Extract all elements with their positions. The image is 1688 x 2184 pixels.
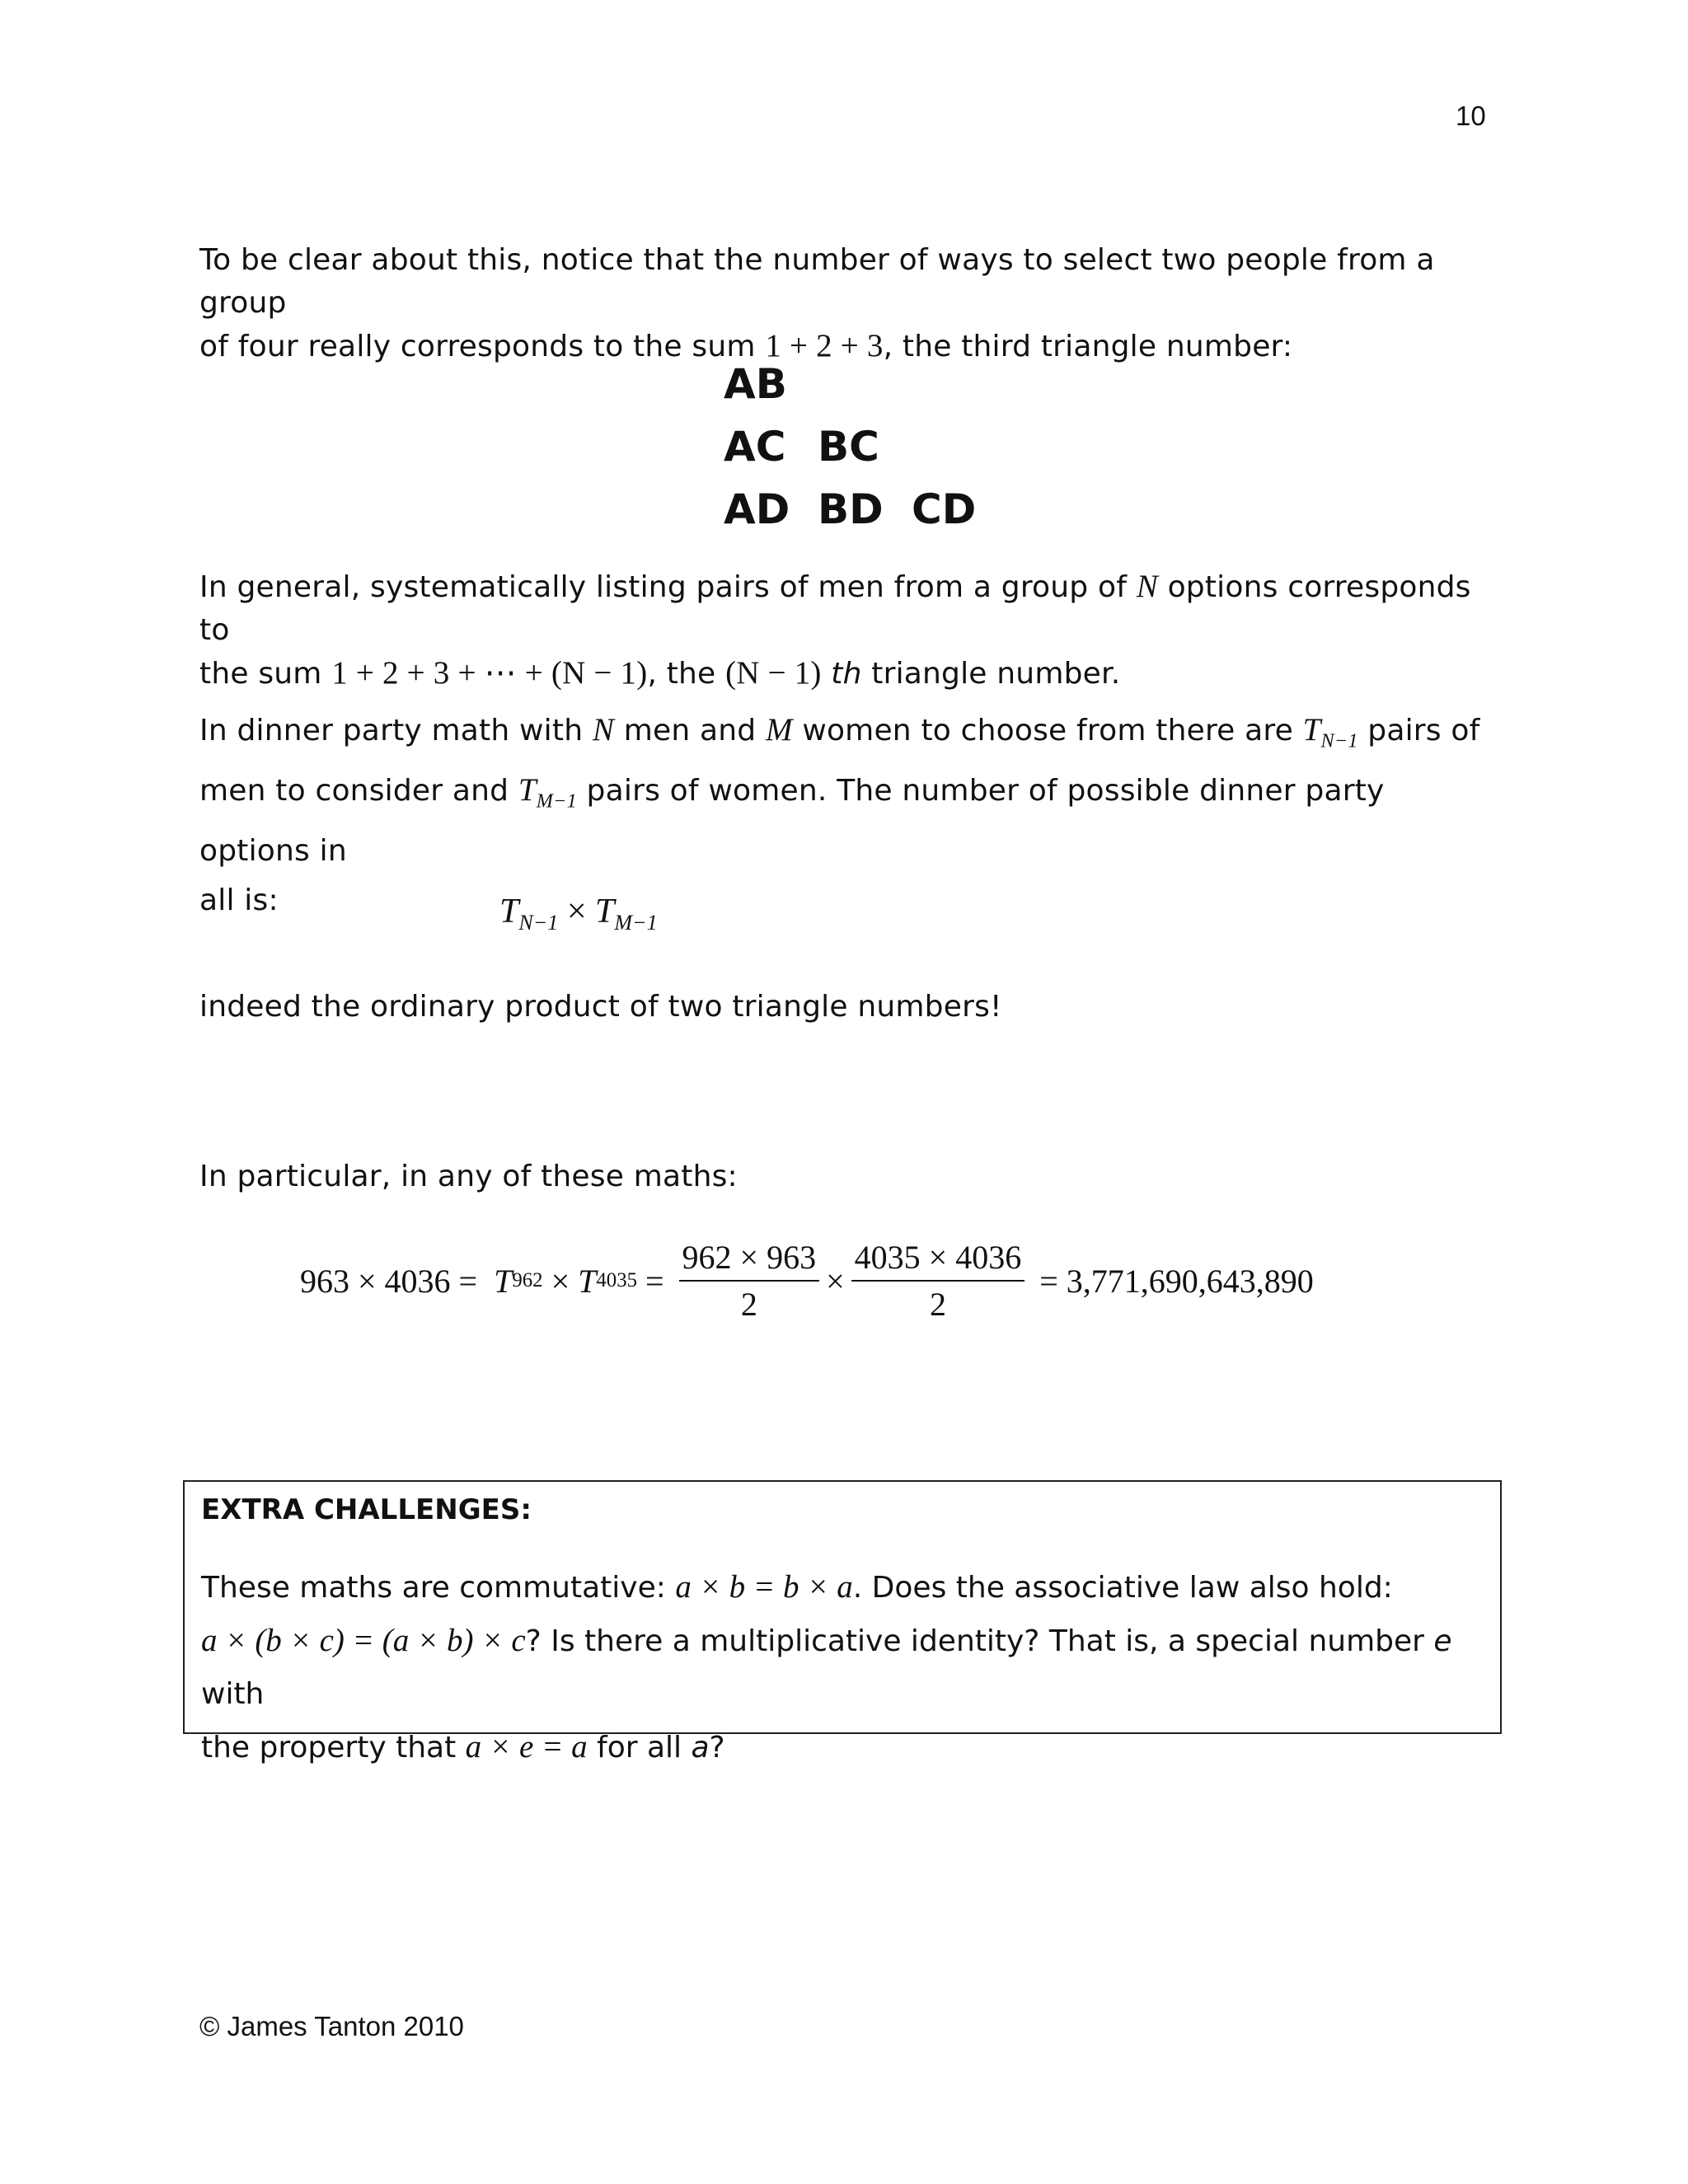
- fraction-1: [679, 1238, 820, 1324]
- challenge-text-part: ?: [709, 1731, 725, 1765]
- T-symbol: T: [595, 893, 615, 930]
- T-subscript: M−1: [536, 790, 577, 813]
- equation-result: = 3,771,690,643,890: [1039, 1262, 1314, 1300]
- paragraph-conclusion: indeed the ordinary product of two triangle numbers!: [199, 990, 1002, 1024]
- dinner-text: pairs of women. The number of possible dinner party options in: [199, 774, 1385, 868]
- formula-product-triangles: [499, 892, 658, 935]
- general-text: the sum: [199, 657, 332, 691]
- copyright-footer: © James Tanton 2010: [199, 2011, 464, 2041]
- math-N-minus-1: (N − 1): [725, 655, 822, 691]
- T-subscript: M−1: [614, 911, 658, 935]
- intro-line-2a: of four really corresponds to the sum: [199, 330, 766, 363]
- pairs-row-1: [724, 353, 1006, 415]
- intro-line-2b: , the third triangle number:: [883, 330, 1293, 363]
- paragraph-intro: [199, 239, 1485, 368]
- extra-challenges-box: [183, 1480, 1502, 1765]
- paragraph-general: [199, 565, 1485, 696]
- fraction-numerator: 962 × 963: [679, 1238, 820, 1282]
- fraction-denominator: 2: [740, 1286, 757, 1323]
- math-M: M: [765, 712, 793, 748]
- fraction-numerator: 4035 × 4036: [851, 1238, 1025, 1282]
- times-sign: ×: [566, 893, 587, 930]
- pairs-listing: [724, 353, 1006, 541]
- equation-lhs: 963 × 4036 =: [300, 1262, 478, 1300]
- challenge-title: EXTRA CHALLENGES:: [201, 1493, 532, 1526]
- math-e: e: [1433, 1624, 1452, 1658]
- fraction-2: [851, 1238, 1025, 1324]
- paragraph-dinner-party: [199, 705, 1485, 926]
- math-associative: a × (b × c) = (a × b) × c: [201, 1623, 526, 1658]
- pairs-row-3: [724, 478, 1006, 541]
- math-sum-to-N-1: 1 + 2 + 3 + ⋯ + (N − 1): [331, 655, 648, 691]
- challenge-text-part: the property that: [201, 1731, 466, 1765]
- challenge-text-part: with: [201, 1677, 265, 1711]
- dinner-text: all is:: [199, 883, 279, 917]
- challenge-text-part: ? Is there a multiplicative identity? That is, a special number: [525, 1624, 1434, 1658]
- dinner-text: men to consider and: [199, 774, 518, 808]
- pair-cell: AC: [724, 423, 786, 471]
- challenge-text-part: . Does the associative law also hold:: [852, 1571, 1393, 1605]
- math-N: N: [1136, 569, 1158, 604]
- page-number: 10: [1456, 101, 1486, 131]
- T-symbol: T: [518, 772, 537, 808]
- general-text: , the: [647, 657, 726, 691]
- paragraph-particular: In particular, in any of these maths:: [199, 1160, 738, 1193]
- math-T-N-1: [1302, 712, 1358, 752]
- dinner-text: women to choose from there are: [792, 714, 1303, 748]
- math-T-M-1: [518, 772, 577, 813]
- pair-cell: BC: [818, 423, 879, 471]
- pairs-row-2: [724, 415, 1006, 478]
- dinner-text: pairs of: [1357, 714, 1480, 748]
- T-subscript: N−1: [518, 911, 559, 935]
- challenge-text-part: These maths are commutative:: [201, 1571, 676, 1605]
- general-text: triangle number.: [861, 657, 1121, 691]
- math-identity: a × e = a: [465, 1729, 588, 1765]
- T-symbol: T: [499, 893, 519, 930]
- T-subscript: N−1: [1320, 729, 1358, 752]
- T-symbol: T: [494, 1262, 513, 1300]
- intro-line-1: To be clear about this, notice that the number of ways to select two people from a group: [199, 243, 1435, 320]
- general-text: In general, systematically listing pairs of men from a group of: [199, 570, 1137, 604]
- pair-cell: BD: [818, 485, 884, 533]
- equation-example: [300, 1231, 1322, 1330]
- T-subscript: 4035: [596, 1269, 637, 1291]
- T-symbol: T: [578, 1262, 597, 1300]
- pair-cell: CD: [912, 485, 977, 533]
- math-a: a: [691, 1731, 710, 1765]
- sum-1-2-3: 1 + 2 + 3: [765, 328, 884, 363]
- challenge-text-part: for all: [587, 1731, 692, 1765]
- equals-sign: =: [645, 1262, 664, 1300]
- math-commutative: a × b = b × a: [675, 1569, 853, 1605]
- T-symbol: T: [1302, 712, 1321, 748]
- dinner-text: In dinner party math with: [199, 714, 593, 748]
- dinner-text: men and: [614, 714, 766, 748]
- T-subscript: 962: [512, 1269, 543, 1291]
- general-text: options corresponds to: [199, 570, 1471, 647]
- pair-cell: AB: [724, 360, 787, 408]
- math-N: N: [592, 712, 615, 748]
- times-sign: ×: [551, 1262, 570, 1300]
- pair-cell: AD: [724, 485, 790, 533]
- challenge-text: [201, 1561, 1487, 1774]
- times-sign: ×: [826, 1262, 845, 1300]
- fraction-denominator: 2: [929, 1286, 946, 1323]
- th-suffix: th: [831, 657, 862, 691]
